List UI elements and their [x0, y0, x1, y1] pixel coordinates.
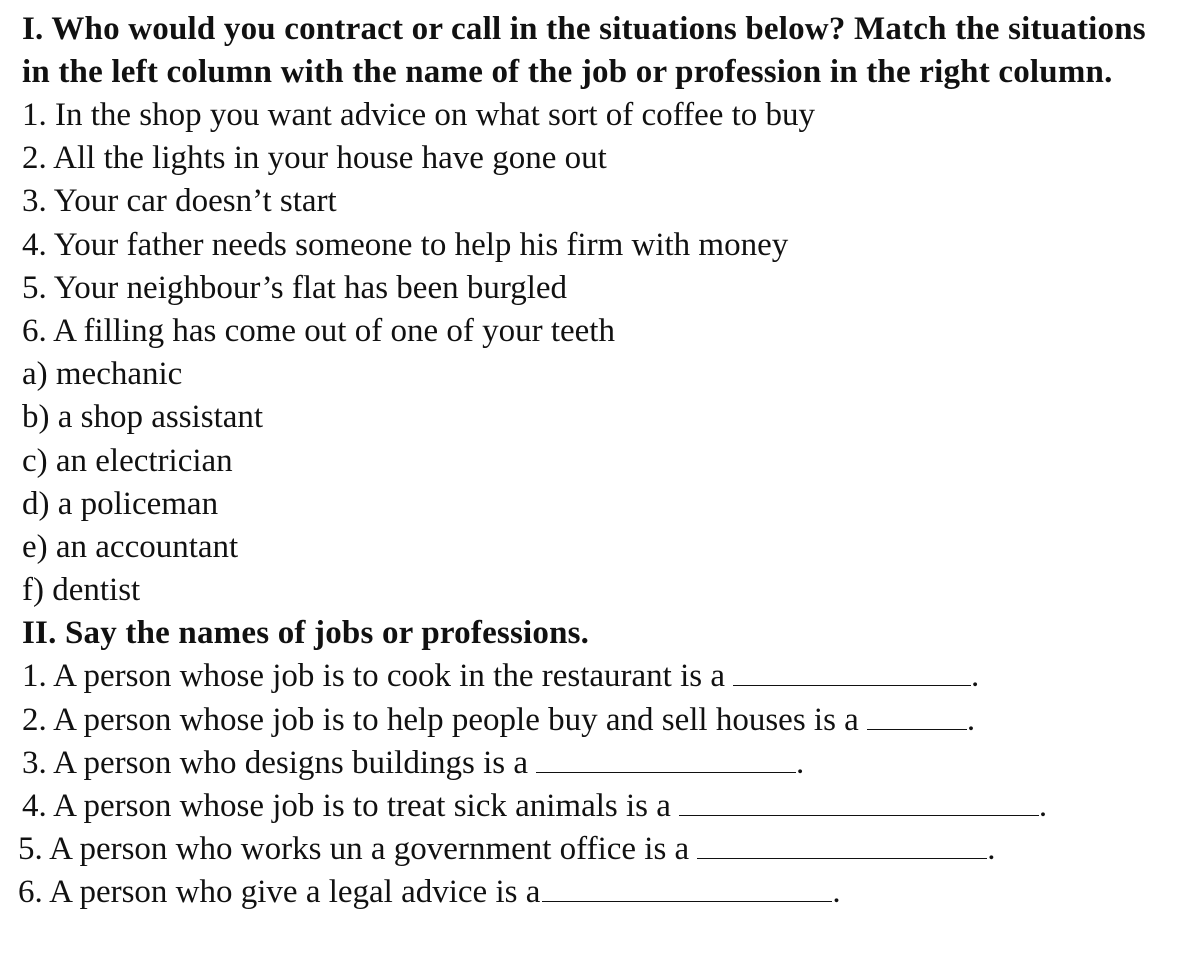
fill-in-end: . — [970, 658, 980, 695]
fill-in-text: 5. A person who works un a government office is a — [18, 831, 690, 868]
situation-item: 5. Your neighbour’s flat has been burgled — [22, 269, 568, 306]
job-item: f) dentist — [22, 572, 141, 609]
answer-blank[interactable] — [536, 742, 796, 773]
fill-in-text: 6. A person who give a legal advice is a — [18, 874, 541, 911]
fill-in-text: 1. A person whose job is to cook in the restaurant is a — [22, 658, 725, 695]
fill-in-end: . — [1038, 788, 1048, 825]
fill-in-end: . — [966, 701, 976, 738]
fill-in-item — [18, 871, 1152, 914]
fill-in-text: 2. A person whose job is to help people buy and sell houses is a — [22, 701, 859, 738]
situation-item: 4. Your father needs someone to help his firm with money — [22, 226, 789, 263]
fill-in-item — [22, 655, 1152, 698]
fill-in-end: . — [987, 831, 996, 868]
job-item: b) a shop assistant — [22, 399, 264, 436]
situation-item: 3. Your car doesn’t start — [22, 183, 337, 220]
fill-in-end: . — [796, 744, 805, 781]
section2-heading: II. Say the names of jobs or professions. — [22, 615, 590, 652]
fill-in-text: 3. A person who designs buildings is a — [22, 744, 529, 781]
situation-item: 6. A filling has come out of one of your teeth — [22, 313, 615, 350]
job-item: c) an electrician — [22, 442, 233, 479]
fill-in-item — [18, 828, 1152, 871]
fill-in-item — [22, 785, 1152, 828]
job-item: d) a policeman — [22, 485, 219, 522]
answer-blank[interactable] — [867, 699, 967, 730]
worksheet — [18, 8, 1152, 915]
fill-in-item — [22, 699, 1152, 742]
fill-in-text: 4. A person whose job is to treat sick animals is a — [22, 788, 671, 825]
answer-blank[interactable] — [679, 785, 1039, 816]
situation-item: 2. All the lights in your house have gone out — [22, 140, 607, 177]
section1-heading: I. Who would you contract or call in the situations below? Match the situations in the left column with the name of the job or profession in the right column. — [22, 11, 1146, 90]
fill-in-item — [22, 742, 1152, 785]
answer-blank[interactable] — [542, 871, 832, 902]
fill-in-end: . — [832, 874, 841, 911]
answer-blank[interactable] — [697, 828, 987, 859]
job-item: a) mechanic — [22, 356, 183, 393]
answer-blank[interactable] — [733, 655, 971, 686]
situation-item: 1. In the shop you want advice on what sort of coffee to buy — [22, 97, 816, 133]
job-item: e) an accountant — [22, 529, 239, 566]
